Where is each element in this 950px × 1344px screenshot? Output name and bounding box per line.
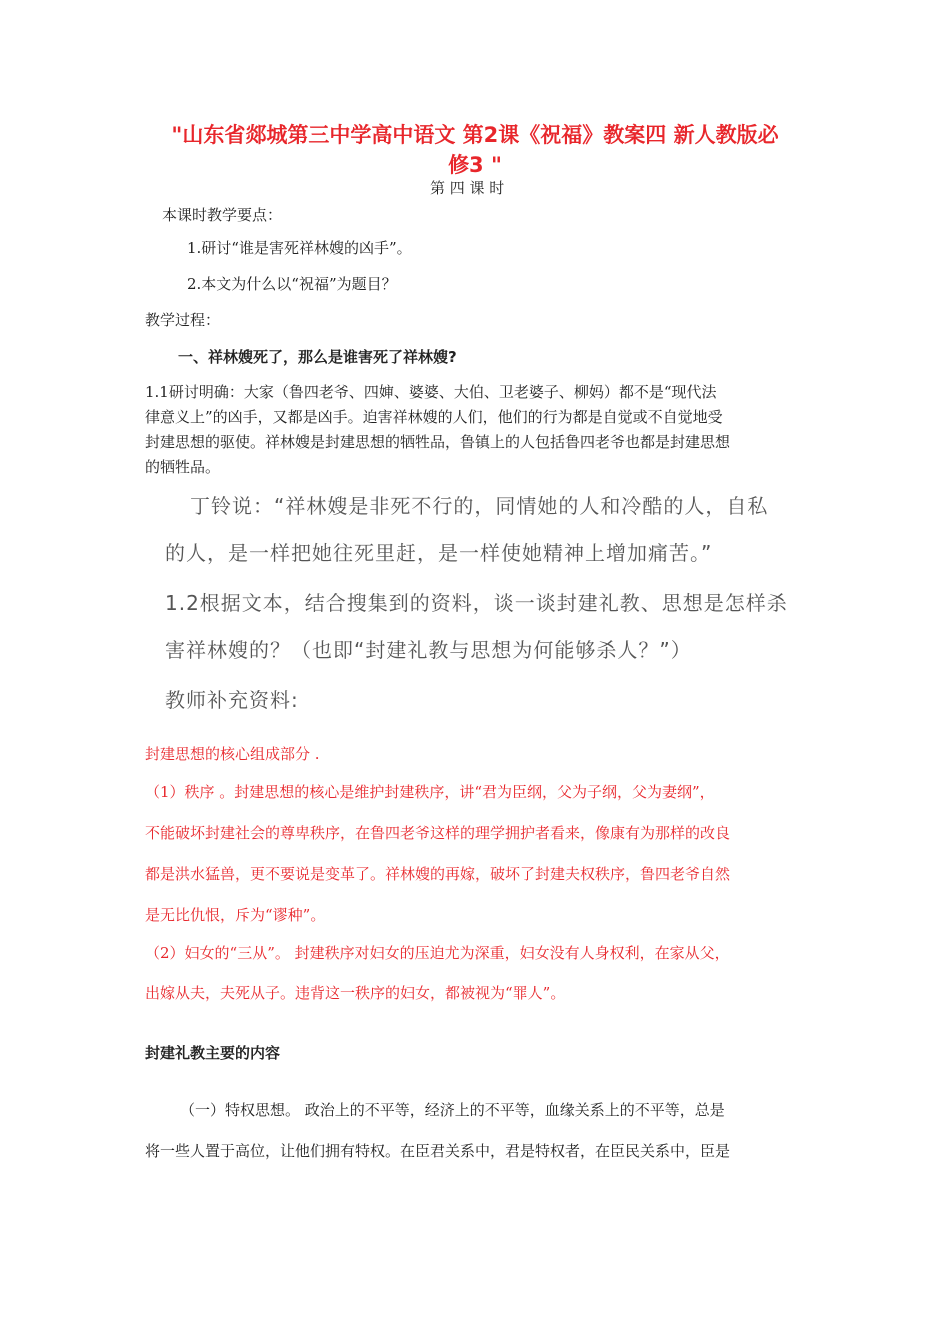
points-heading: 本课时教学要点： bbox=[162, 206, 283, 224]
red-item-1-line-2: 不能破坏封建社会的尊卑秩序，在鲁四老爷这样的理学拥护者看来，像康有为那样的改良 bbox=[145, 824, 731, 842]
lesson-subtitle: 第 四 课 时 bbox=[430, 179, 505, 197]
document-title-line2: 修3 " bbox=[448, 153, 502, 177]
red-heading: 封建思想的核心组成部分 . bbox=[145, 745, 320, 763]
paragraph-2-line-1: （一）特权思想。 政治上的不平等，经济上的不平等，血缘关系上的不平等，总是 bbox=[180, 1101, 725, 1119]
scanned-quote-line-2: 的人，是一样把她往死里赶，是一样使她精神上增加痛苦。” bbox=[165, 541, 713, 565]
scanned-question-line-2: 害祥林嫂的？（也即“封建礼教与思想为何能够杀人？”） bbox=[165, 638, 692, 662]
scanned-quote-line-1: 丁铃说：“祥林嫂是非死不行的，同情她的人和冷酷的人，自私 bbox=[190, 494, 769, 518]
paragraph-1-line-1: 1.1研讨明确：大家（鲁四老爷、四婶、婆婆、大伯、卫老婆子、柳妈）都不是“现代法 bbox=[145, 383, 717, 401]
red-item-1-line-3: 都是洪水猛兽，更不要说是变革了。祥林嫂的再嫁，破坏了封建夫权秩序，鲁四老爷自然 bbox=[145, 865, 731, 883]
paragraph-1-line-4: 的牺牲品。 bbox=[145, 458, 221, 476]
scanned-question-line-1: 1.2根据文本，结合搜集到的资料，谈一谈封建礼教、思想是怎样杀 bbox=[165, 591, 788, 615]
paragraph-2-line-2: 将一些人置于高位，让他们拥有特权。在臣君关系中，君是特权者，在臣民关系中，臣是 bbox=[145, 1142, 731, 1160]
red-item-2-line-2: 出嫁从夫，夫死从子。违背这一秩序的妇女，都被视为“罪人”。 bbox=[145, 984, 566, 1002]
paragraph-1-line-3: 封建思想的驱使。祥林嫂是封建思想的牺牲品，鲁镇上的人包括鲁四老爷也都是封建思想 bbox=[145, 433, 731, 451]
teaching-point-2: 2.本文为什么以“祝福”为题目？ bbox=[187, 275, 397, 293]
section-heading-1: 一、祥林嫂死了，那么是谁害死了祥林嫂? bbox=[178, 348, 457, 366]
section-heading-2: 封建礼教主要的内容 bbox=[145, 1044, 281, 1062]
scanned-teacher-material: 教师补充资料: bbox=[165, 688, 299, 712]
process-heading: 教学过程： bbox=[145, 311, 221, 329]
red-item-1-line-1: （1）秩序 。封建思想的核心是维护封建秩序，讲“君为臣纲，父为子纲，父为妻纲”， bbox=[145, 783, 715, 801]
teaching-point-1: 1.研讨“谁是害死祥林嫂的凶手”。 bbox=[187, 239, 412, 257]
red-item-2-line-1: （2）妇女的“三从”。 封建秩序对妇女的压迫尤为深重，妇女没有人身权利，在家从父， bbox=[145, 944, 730, 962]
document-title-line1: "山东省郯城第三中学高中语文 第2课《祝福》教案四 新人教版必 bbox=[171, 123, 779, 147]
red-item-1-line-4: 是无比仇恨，斥为“谬种”。 bbox=[145, 906, 326, 924]
paragraph-1-line-2: 律意义上”的凶手，又都是凶手。迫害祥林嫂的人们，他们的行为都是自觉或不自觉地受 bbox=[145, 408, 723, 426]
